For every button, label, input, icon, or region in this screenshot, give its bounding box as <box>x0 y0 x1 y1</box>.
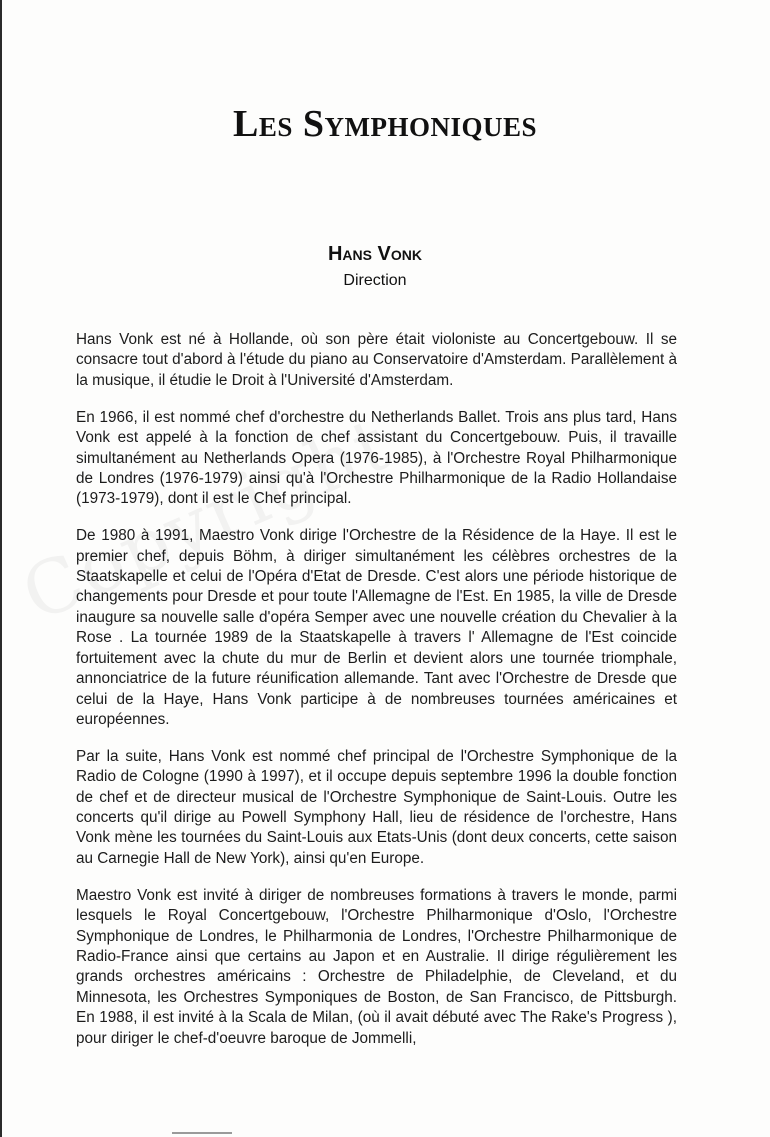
paragraph: En 1966, il est nommé chef d'orchestre du Netherlands Ballet. Trois ans plus tard, Hans Vonk est appelé à la fonction de chef assistant du Concertgebouw. Puis, il travaille simultanément au Netherlands Opera (1976-1985), à l'Orchestre Royal Philharmonique de Londres (1976-1979) ainsi qu'à l'Orchestre Philharmonique de la Radio Hollandaise (1973-1979), dont il est le Chef principal. <box>76 408 677 508</box>
paragraph: Hans Vonk est né à Hollande, où son père était violoniste au Concertgebouw. Il se consacre tout d'abord à l'étude du piano au Conservatoire d'Amsterdam. Parallèlement à la musique, il étudie le Droit à l'Université d'Amsterdam. <box>76 331 677 389</box>
conductor-role: Direction <box>343 272 407 289</box>
paragraph: Maestro Vonk est invité à diriger de nombreuses formations à travers le monde, parmi lesquels le Royal Concertgebouw, l'Orchestre Philharmonique d'Oslo, l'Orchestre Symphonique de Londres, le Philharmonia de Londres, l'Orchestre Philharmonique de Radio-France ainsi que certains au Japon et en Australie. Il dirige régulièrement les grands orchestres américains : Orchestre de Philadelphie, de Cleveland, et du Minnesota, les Orchestres Symponiques de Boston, de San Francisco, de Pittsburgh. En 1988, il est invité à la Scala de Milan, (où il avait débuté avec The Rake's Progress ), pour diriger le chef-d'oeuvre baroque de Jommelli, <box>76 886 677 1047</box>
scan-artifact <box>172 1132 232 1134</box>
paragraph: De 1980 à 1991, Maestro Vonk dirige l'Orchestre de la Résidence de la Haye. Il est le premier chef, depuis Böhm, à diriger simultanément les célèbres orchestres de la Staatskapelle et celui de l'Opéra d'Etat de Dresde. C'est alors une période historique de changements pour Dresde et pour toute l'Allemagne de l'Est. En 1985, la ville de Dresde inaugure sa nouvelle salle d'opéra Semper avec une nouvelle création du Chevalier à la Rose . La tournée 1989 de la Staatskapelle à travers l' Allemagne de l'Est coincide fortuitement avec la chute du mur de Berlin et devient alors une tournée triomphale, annonciatrice de la future réunification allemande. Tant avec l'Orchestre de Dresde que celui de la Haye, Hans Vonk participe à de nombreuses tournées américaines et européennes. <box>76 527 677 728</box>
conductor-name: Hans Vonk <box>327 243 422 265</box>
biography-body <box>76 330 677 1066</box>
scan-edge <box>0 0 2 1137</box>
page-title: Les Symphoniques <box>232 103 537 145</box>
paragraph: Par la suite, Hans Vonk est nommé chef principal de l'Orchestre Symphonique de la Radio de Cologne (1990 à 1997), et il occupe depuis septembre 1996 la double fonction de chef et de directeur musical de l'Orchestre Symphonique de Saint-Louis. Outre les concerts qu'il dirige au Powell Symphony Hall, lieu de résidence de l'orchestre, Hans Vonk mène les tournées du Saint-Louis aux Etats-Unis (dont deux concerts, cette saison au Carnegie Hall de New York), ainsi qu'en Europe. <box>76 747 677 867</box>
